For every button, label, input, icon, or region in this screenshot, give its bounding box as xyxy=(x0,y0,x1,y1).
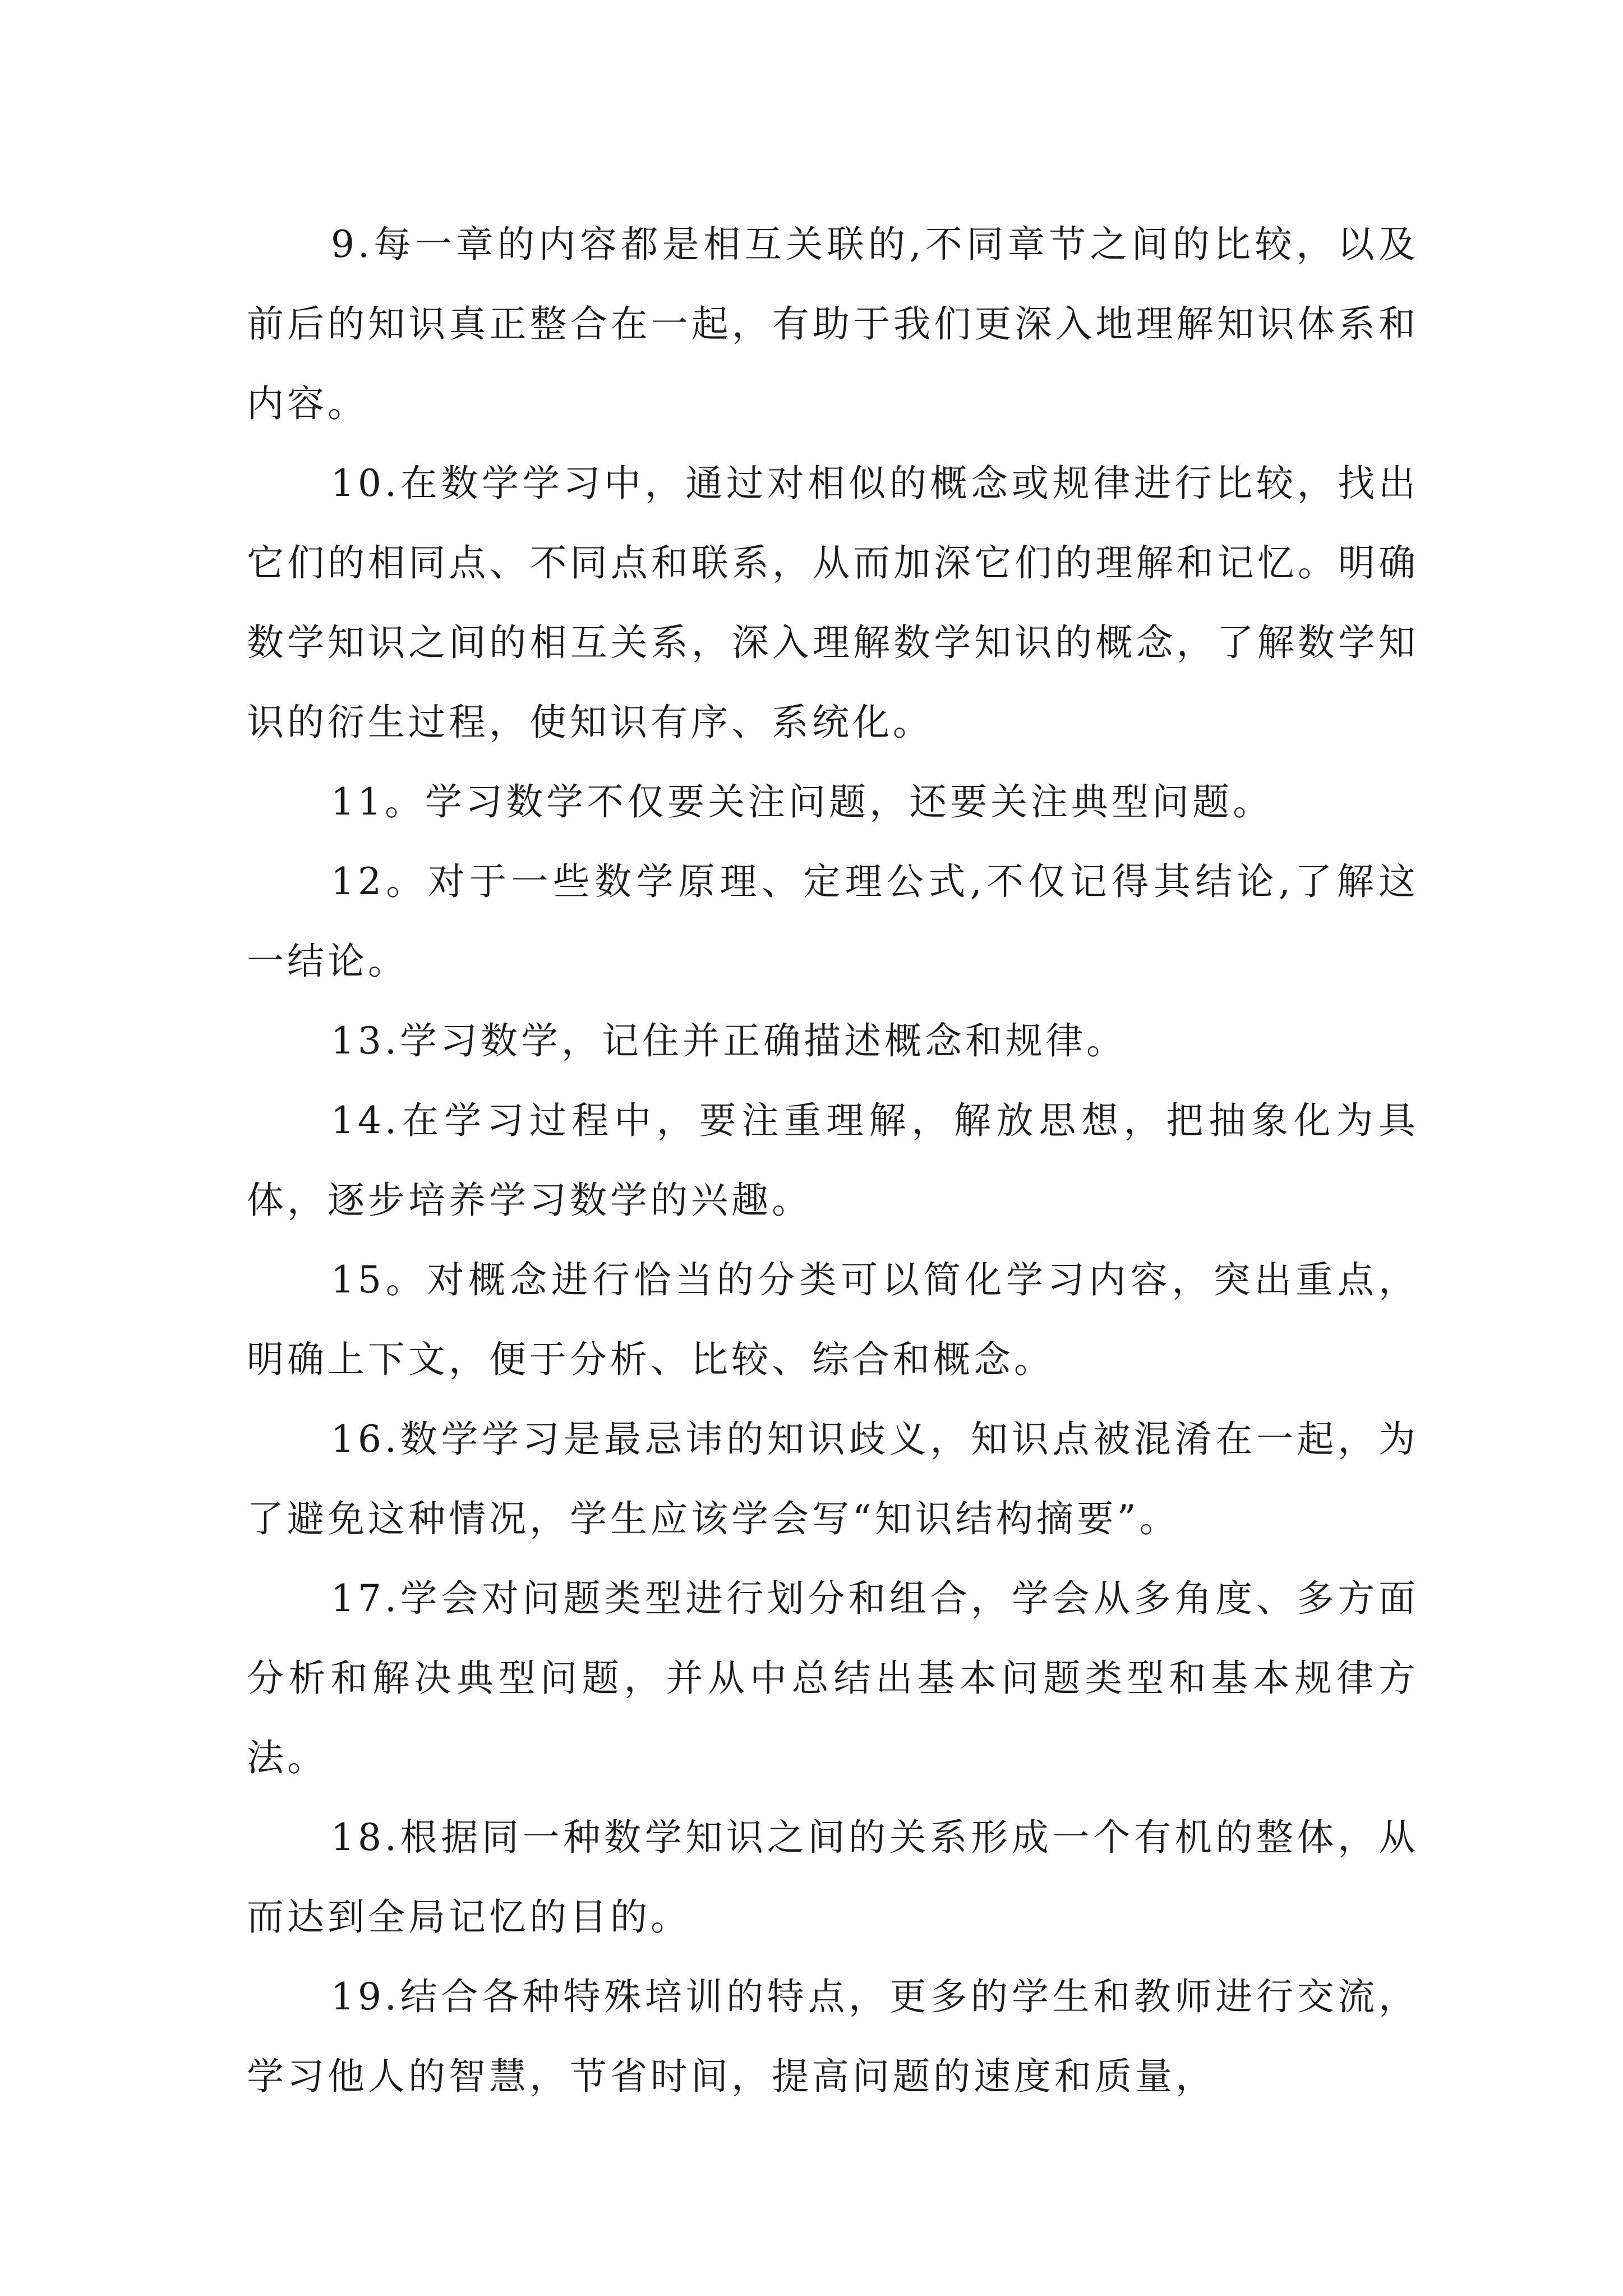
paragraph-13: 13.学习数学，记住并正确描述概念和规律。 xyxy=(331,1019,1127,1062)
paragraph-10: 10.在数学学习中，通过对相似的概念或规律进行比较，找出它们的相同点、不同点和联系，从而加深它们的理解和记忆。明确数学知识之间的相互关系，深入理解数学知识的概念，了解数学知识的衍生过程，使知识有序、系统化。 xyxy=(247,462,1419,744)
paragraph-11: 11。学习数学不仅要关注问题，还要关注典型问题。 xyxy=(331,780,1273,823)
paragraph-17: 17.学会对问题类型进行划分和组合，学会从多角度、多方面分析和解决典型问题，并从中总结出基本问题类型和基本规律方法。 xyxy=(247,1577,1419,1779)
paragraph-14: 14.在学习过程中，要注重理解，解放思想，把抽象化为具体，逐步培养学习数学的兴趣。 xyxy=(247,1099,1419,1222)
paragraph-9: 9.每一章的内容都是相互关联的,不同章节之间的比较，以及前后的知识真正整合在一起，有助于我们更深入地理解知识体系和内容。 xyxy=(247,223,1419,425)
paragraph-19: 19.结合各种特殊培训的特点，更多的学生和教师进行交流，学习他人的智慧，节省时间，提高问题的速度和质量， xyxy=(247,1975,1419,2098)
paragraph-12: 12。对于一些数学原理、定理公式,不仅记得其结论,了解这一结论。 xyxy=(247,860,1419,983)
document-body xyxy=(247,205,1419,2116)
paragraph-18: 18.根据同一种数学知识之间的关系形成一个有机的整体，从而达到全局记忆的目的。 xyxy=(247,1816,1419,1939)
paragraph-15: 15。对概念进行恰当的分类可以简化学习内容，突出重点，明确上下文，便于分析、比较、综合和概念。 xyxy=(247,1258,1419,1381)
paragraph-16: 16.数学学习是最忌讳的知识歧义，知识点被混淆在一起，为了避免这种情况，学生应该学会写“知识结构摘要”。 xyxy=(247,1418,1419,1540)
